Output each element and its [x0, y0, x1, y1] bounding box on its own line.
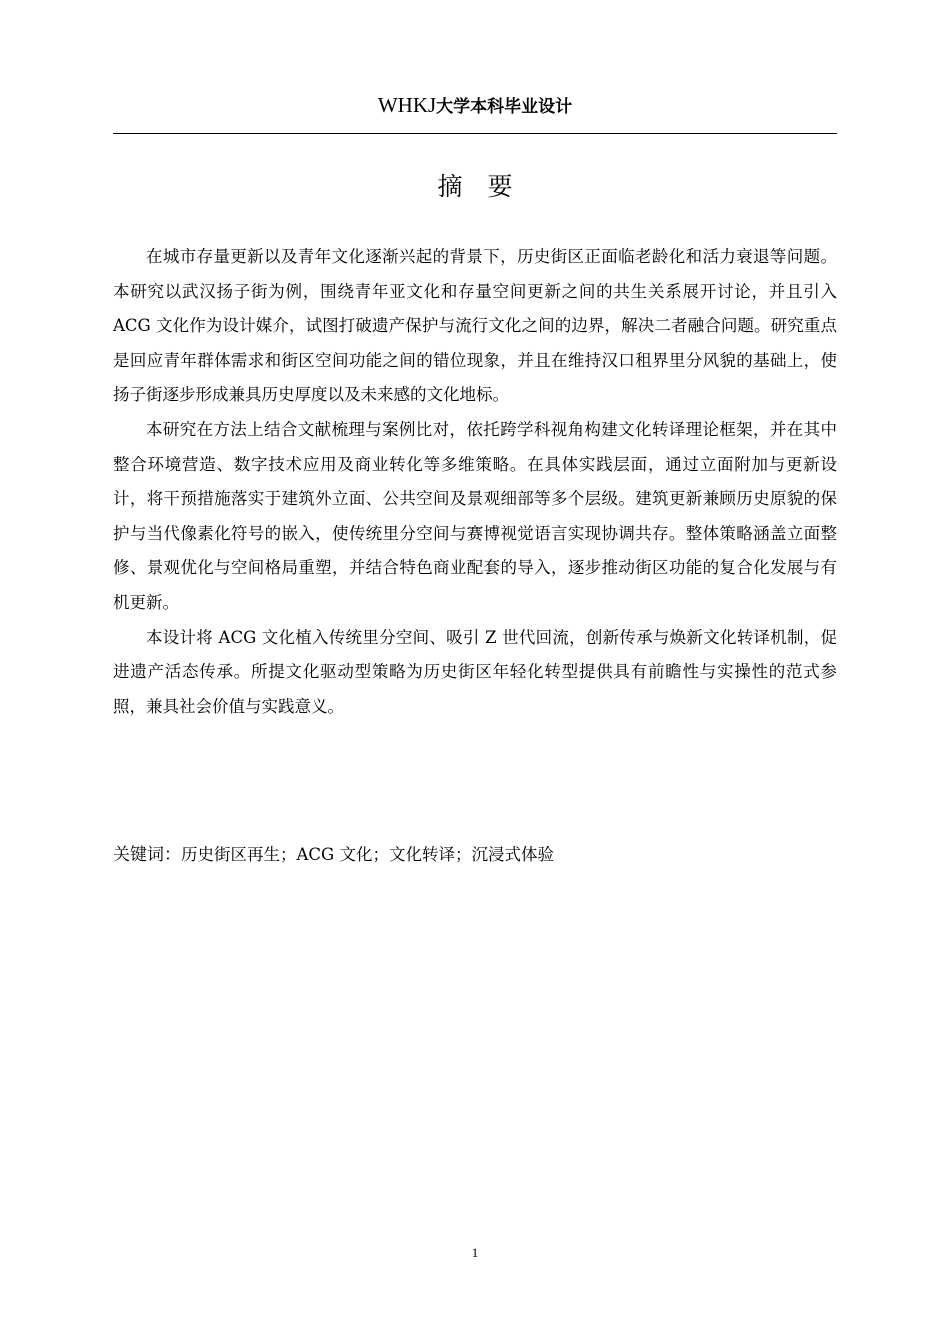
page-header — [113, 92, 837, 120]
keywords-value: 历史街区再生；ACG 文化；文化转译；沉浸式体验 — [181, 845, 554, 864]
header-divider — [113, 133, 837, 134]
header-title: 大学本科毕业设计 — [436, 97, 573, 117]
abstract-body — [113, 240, 837, 724]
header-prefix: WHKJ — [377, 93, 437, 117]
abstract-paragraph-3: 本设计将 ACG 文化植入传统里分空间、吸引 Z 世代回流，创新传承与焕新文化转译机制，促进遗产活态传承。所提文化驱动型策略为历史街区年轻化转型提供具有前瞻性与实操性的范式参照，兼具社会价值与实践意义。 — [113, 627, 837, 716]
page-number: 1 — [471, 1245, 479, 1260]
abstract-paragraph-1: 在城市存量更新以及青年文化逐渐兴起的背景下，历史街区正面临老龄化和活力衰退等问题。本研究以武汉扬子街为例，围绕青年亚文化和存量空间更新之间的共生关系展开讨论，并且引入 ACG 文化作为设计媒介，试图打破遗产保护与流行文化之间的边界，解决二者融合问题。研究重点是回应青年群体需求和街区空间功能之间的错位现象，并且在维持汉口租界里分风貌的基础上，使扬子街逐步形成兼具历史厚度以及未来感的文化地标。 — [113, 247, 837, 405]
abstract-paragraph-2: 本研究在方法上结合文献梳理与案例比对，依托跨学科视角构建文化转译理论框架，并在其中整合环境营造、数字技术应用及商业转化等多维策略。在具体实践层面，通过立面附加与更新设计，将干预措施落实于建筑外立面、公共空间及景观细部等多个层级。建筑更新兼顾历史原貌的保护与当代像素化符号的嵌入，使传统里分空间与赛博视觉语言实现协调共存。整体策略涵盖立面整修、景观优化与空间格局重塑，并结合特色商业配套的导入，逐步推动街区功能的复合化发展与有机更新。 — [113, 419, 837, 612]
keywords-label: 关键词： — [113, 845, 181, 865]
abstract-title: 摘 要 — [437, 172, 513, 201]
keywords-line — [113, 838, 837, 872]
